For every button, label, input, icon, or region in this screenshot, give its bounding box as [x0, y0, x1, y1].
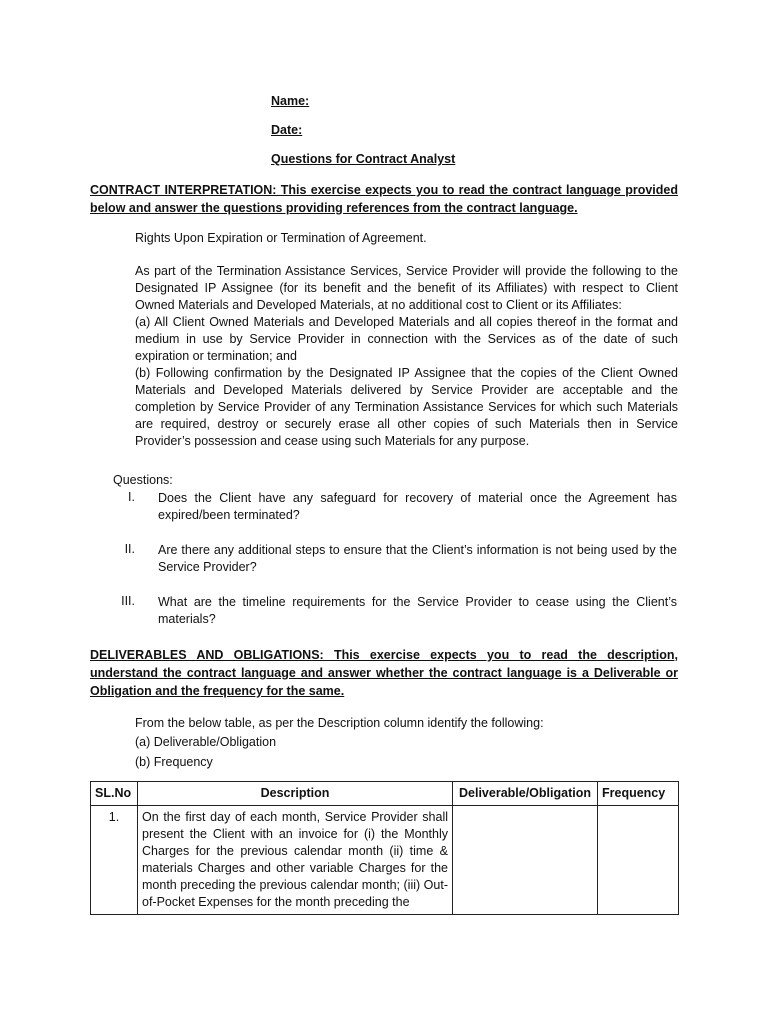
question-number: II.: [124, 542, 135, 556]
col-header-frequency: Frequency: [598, 782, 679, 806]
table-header-row: [91, 782, 679, 806]
cell-frequency[interactable]: [598, 806, 679, 915]
table-instruction: From the below table, as per the Description column identify the following:: [135, 716, 544, 730]
question-number: I.: [128, 490, 135, 504]
question-text: Are there any additional steps to ensure that the Client’s information is not being used by the Service Provider?: [158, 543, 677, 574]
cell-description: On the first day of each month, Service Provider shall present the Client with an invoice for (i) the Monthly Charges for the previous calendar month (ii) time & materials Charges and other variable Charges for the month preceding the previous calendar month; (iii) Out-of-Pocket Expenses for the month preceding the: [138, 806, 453, 915]
question-text: Does the Client have any safeguard for recovery of material once the Agreement has expired/been terminated?: [158, 491, 677, 522]
question-number: III.: [121, 594, 135, 608]
clause-item-b: (b) Following confirmation by the Designated IP Assignee that the copies of the Client Owned Materials and Developed Materials delivered by Service Provider are acceptable and the completion by Service Provider of any Termination Assistance Services for which such Materials are required, destroy or securely erase all other copies of such Materials then in Service Provider’s possession and cease using such Materials for any purpose.: [135, 366, 678, 448]
questions-label: Questions:: [113, 473, 173, 487]
page-title: Questions for Contract Analyst: [271, 152, 456, 166]
question-list: [105, 490, 678, 628]
question-item: [105, 542, 678, 576]
deliverables-table: [90, 781, 679, 915]
cell-deliverable[interactable]: [453, 806, 598, 915]
section-heading-contract-interpretation: CONTRACT INTERPRETATION: This exercise expects you to read the contract language provided below and answer the questions providing references from the contract language.: [90, 183, 678, 215]
instruction-item-a: (a) Deliverable/Obligation: [135, 735, 277, 749]
question-item: [105, 594, 678, 628]
name-label: Name:: [271, 94, 310, 108]
cell-slno: 1.: [91, 806, 138, 915]
date-label: Date:: [271, 123, 303, 137]
clause-intro: As part of the Termination Assistance Services, Service Provider will provide the following to the Designated IP Assignee (for its benefit and the benefit of its Affiliates) with respect to Client Owned Materials and Developed Materials, at no additional cost to Client or its Affiliates:: [135, 264, 678, 312]
instruction-item-b: (b) Frequency: [135, 755, 213, 769]
clause-title: Rights Upon Expiration or Termination of Agreement.: [135, 231, 427, 245]
table-row: [91, 806, 679, 915]
section-heading-deliverables: DELIVERABLES AND OBLIGATIONS: This exercise expects you to read the description, understand the contract language and answer whether the contract language is a Deliverable or Obligation and the frequency for the same.: [90, 648, 678, 698]
col-header-slno: SL.No: [91, 782, 138, 806]
col-header-deliverable: Deliverable/Obligation: [453, 782, 598, 806]
question-item: [105, 490, 678, 524]
clause-item-a: (a) All Client Owned Materials and Developed Materials and all copies thereof in the format and medium in use by Service Provider in connection with the Services as of the date of such expiration or termination; and: [135, 315, 678, 363]
col-header-description: Description: [138, 782, 453, 806]
clause-body: [135, 263, 678, 450]
question-text: What are the timeline requirements for the Service Provider to cease using the Client’s materials?: [158, 595, 677, 626]
